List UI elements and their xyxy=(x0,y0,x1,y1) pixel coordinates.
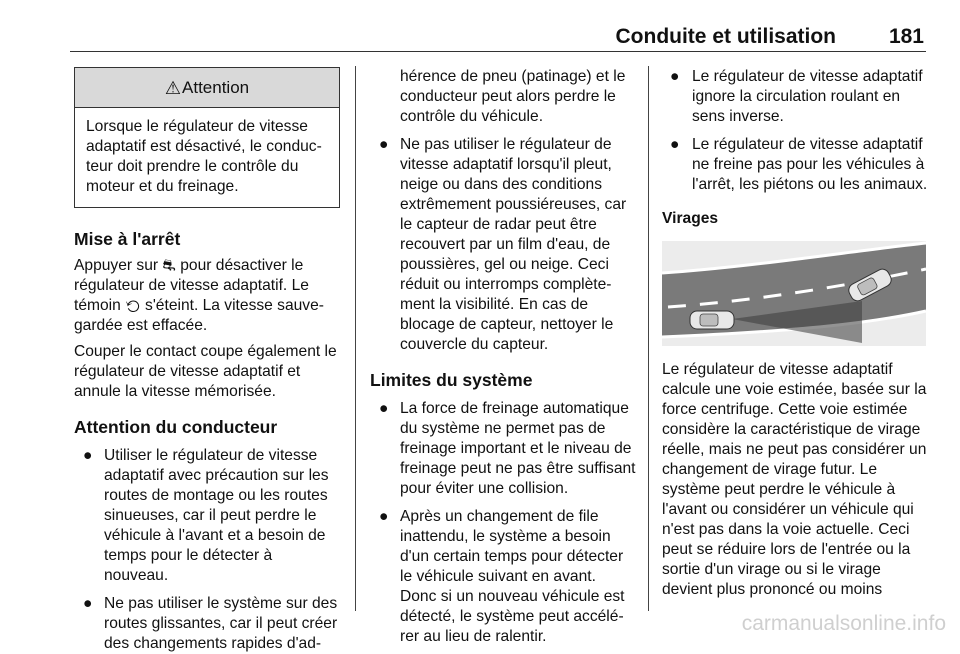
heading-limites: Limites du système xyxy=(370,370,533,390)
page-number: 181 xyxy=(888,25,924,48)
cruise-control-indicator-icon: ⟲ xyxy=(125,297,141,314)
column-3 xyxy=(662,64,928,600)
column-divider xyxy=(355,66,356,611)
list-item: ● Après un changement de file inattendu, le système a besoin d'un certain temps pour détecter le véhicule suivant en avant. Donc si un nouveau véhicule est détecté, le système peut accélérer au lieu de ralentir. xyxy=(379,508,625,645)
page-header xyxy=(70,22,926,52)
paragraph-virages: Le régulateur de vitesse adaptatif calcule une voie estimée, basée sur la force centrifuge. Cette voie estimée considère la caractéristique de virage réelle, mais ne peut pas considérer un changement de virage futur. Le système peut perdre le véhicule à l'avant ou considérer un véhicule qui n'est pas dans la voie actuelle. Ceci peut se réduire lors de l'entrée ou la sortie d'un virage ou si le virage devient plus prononcé ou moins xyxy=(662,361,927,598)
bullet-list xyxy=(370,399,636,647)
curve-radar-illustration xyxy=(662,241,926,346)
bullet-list xyxy=(370,135,636,355)
column-1 xyxy=(74,64,340,654)
heading-mise-a-larret: Mise à l'arrêt xyxy=(74,229,181,249)
column-divider xyxy=(648,66,649,611)
heading-virages: Virages xyxy=(662,210,719,227)
watermark: carmanualsonline.info xyxy=(741,612,946,635)
attention-box xyxy=(74,67,340,208)
column-2 xyxy=(370,64,636,647)
section-title: Conduite et utilisation xyxy=(615,25,836,48)
attention-title: Attention xyxy=(182,77,250,97)
warning-triangle-icon: ⚠ xyxy=(164,77,182,98)
list-item: ● Le régulateur de vitesse adaptatif ignore la circulation roulant en sens inverse. xyxy=(670,68,923,125)
attention-body: Lorsque le régulateur de vitesse adaptatif est désactivé, le conducteur doit prendre le contrôle du moteur et du freinage. xyxy=(86,118,322,195)
list-item: ● Ne pas utiliser le régulateur de vitesse adaptatif lorsqu'il pleut, neige ou dans des conditions extrêmement poussiéreuses, car le capteur de radar peut être recouvert par un film d'eau, de poussières, gel ou neige. Ceci réduit ou interromps complètement la visibilité. En cas de blocage de capteur, nettoyer le couvercle du capteur. xyxy=(379,136,627,353)
attention-header xyxy=(75,68,339,108)
list-item: ● La force de freinage automatique du système ne permet pas de freinage important et le niveau de freinage peut ne pas être suffisant pour éviter une collision. xyxy=(379,400,636,497)
paragraph: Appuyer sur ⛐ pour désactiver le régulateur de vitesse adaptatif. Le témoin ⟲ s'éteint. La vitesse sauvegardée est effacée. xyxy=(74,257,324,334)
list-item: ● Ne pas utiliser le système sur des routes glissantes, car il peut créer des changements rapides d'ad- xyxy=(83,595,338,652)
paragraph: Couper le contact coupe également le régulateur de vitesse adaptatif et annule la vitesse mémorisée. xyxy=(74,343,337,400)
list-item: ● Utiliser le régulateur de vitesse adaptatif avec précaution sur les routes de montage ou les routes sinueuses, car il peut perdre le véhicule à l'avant et a besoin de temps pour le détecter à nouveau. xyxy=(83,447,329,584)
bullet-list xyxy=(662,67,928,195)
bullet-list xyxy=(74,446,340,654)
cruise-control-off-icon: ⛐ xyxy=(162,257,176,274)
list-item-continuation: hérence de pneu (patinage) et le conducteur peut alors perdre le contrôle du véhicule. xyxy=(400,68,626,125)
list-item: ● Le régulateur de vitesse adaptatif ne freine pas pour les véhicules à l'arrêt, les piétons ou les animaux. xyxy=(670,136,928,193)
heading-attention-conducteur: Attention du conducteur xyxy=(74,417,278,437)
